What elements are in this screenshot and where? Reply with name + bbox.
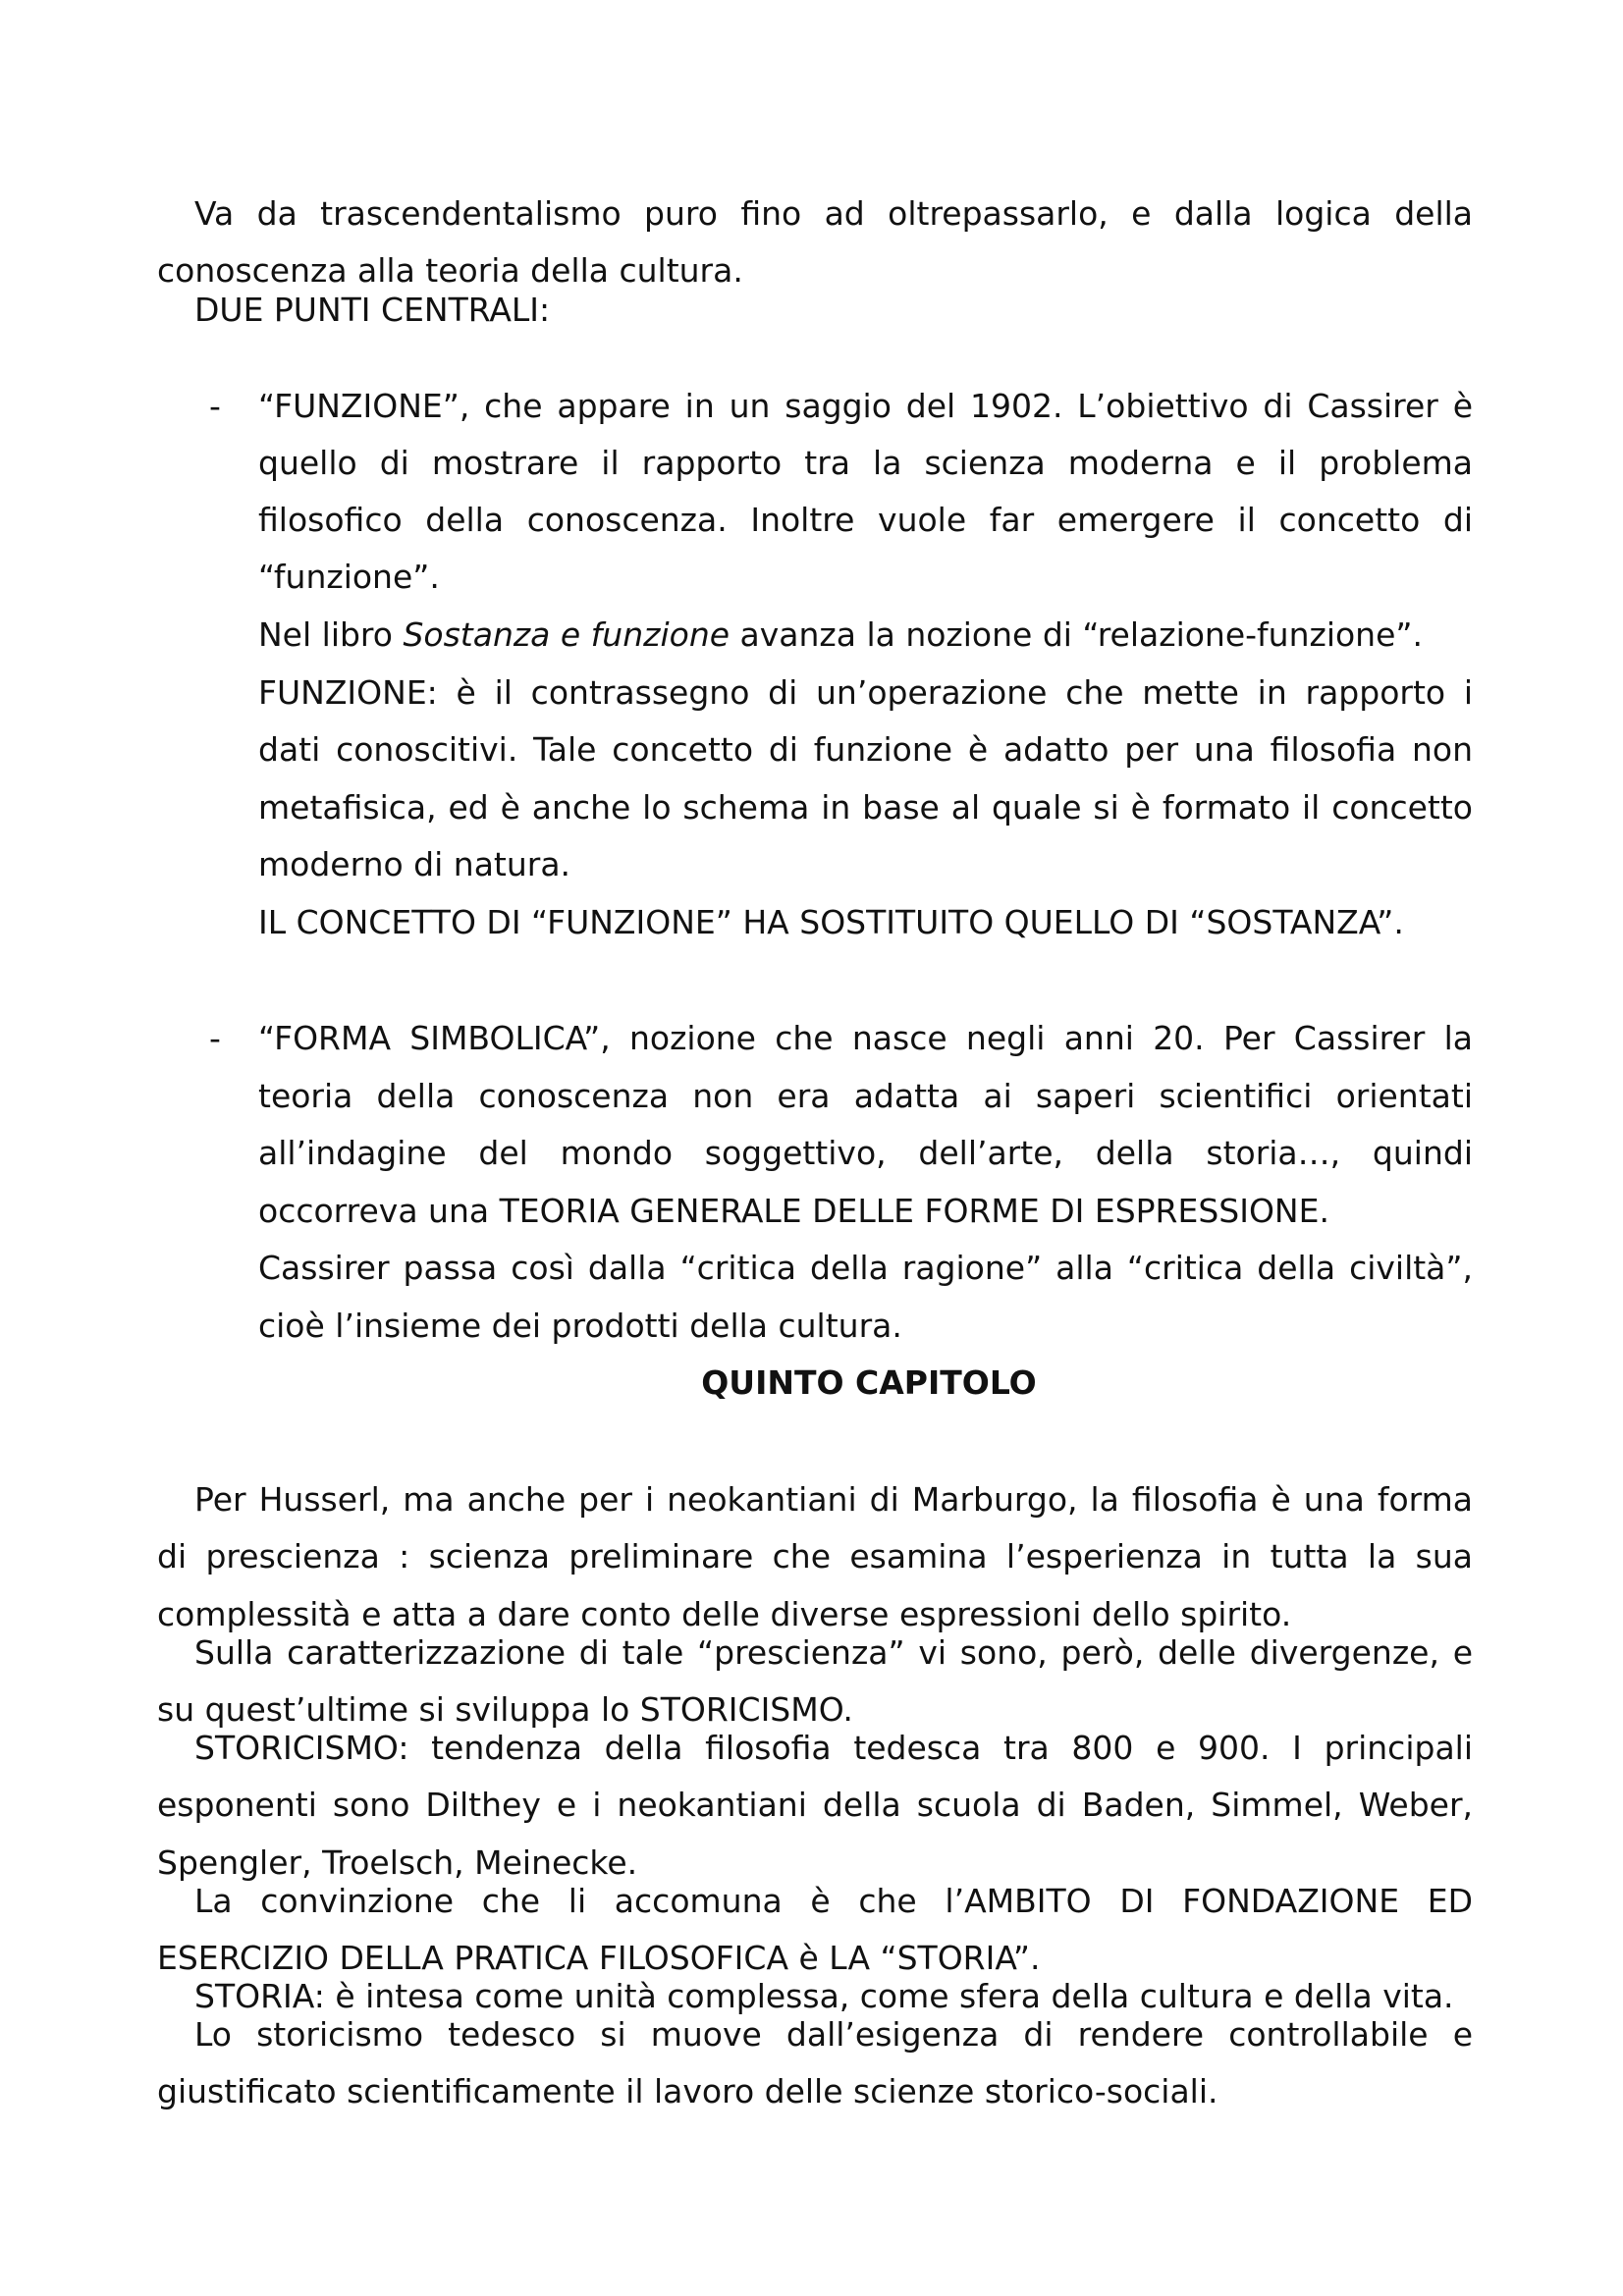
chapter-line-12: Lo storicismo tedesco si muove dall’esigenza di rendere controllabile e <box>194 2015 1473 2054</box>
funzione-line-5-pre: Nel libro <box>258 615 404 654</box>
chapter-line-13: giustificato scientificamente il lavoro delle scienze storico-sociali. <box>157 2072 1218 2110</box>
chapter-line-6: STORICISMO: tendenza della filosofia tedesca tra 800 e 900. I principali <box>194 1729 1473 1767</box>
chapter-line-3: complessità e atta a dare conto delle diverse espressioni dello spirito. <box>157 1595 1292 1633</box>
chapter-line-9: La convinzione che li accomuna è che l’AMBITO DI FONDAZIONE ED <box>194 1882 1473 1920</box>
forma-line-4: occorreva una TEORIA GENERALE DELLE FORME DI ESPRESSIONE. <box>258 1192 1329 1230</box>
funzione-line-4: “funzione”. <box>258 558 440 596</box>
chapter-line-7: esponenti sono Dilthey e i neokantiani della scuola di Baden, Simmel, Weber, <box>157 1786 1473 1824</box>
chapter-line-5: su quest’ultime si sviluppa lo STORICISMO. <box>157 1690 853 1729</box>
funzione-line-5-post: avanza la nozione di “relazione-funzione”. <box>730 615 1423 654</box>
chapter-line-11: STORIA: è intesa come unità complessa, come sfera della cultura e della vita. <box>194 1977 1454 2015</box>
book-title: Sostanza e funzione <box>403 615 730 654</box>
forma-line-6: cioè l’insieme dei prodotti della cultura. <box>258 1307 902 1345</box>
funzione-line-10: IL CONCETTO DI “FUNZIONE” HA SOSTITUITO QUELLO DI “SOSTANZA”. <box>258 903 1404 941</box>
chapter-line-1: Per Husserl, ma anche per i neokantiani di Marburgo, la filosofia è una forma <box>194 1480 1473 1519</box>
chapter-line-10: ESERCIZIO DELLA PRATICA FILOSOFICA è LA “STORIA”. <box>157 1939 1041 1977</box>
bullet-dash-forma: - <box>209 1019 221 1057</box>
forma-line-1: “FORMA SIMBOLICA”, nozione che nasce negli anni 20. Per Cassirer la <box>258 1019 1473 1057</box>
funzione-line-6: FUNZIONE: è il contrassegno di un’operazione che mette in rapporto i <box>258 673 1473 712</box>
forma-line-2: teoria della conoscenza non era adatta ai saperi scientifici orientati <box>258 1077 1473 1115</box>
funzione-line-7: dati conoscitivi. Tale concetto di funzione è adatto per una filosofia non <box>258 730 1473 769</box>
intro-heading: DUE PUNTI CENTRALI: <box>194 291 551 329</box>
funzione-line-1: “FUNZIONE”, che appare in un saggio del 1902. L’obiettivo di Cassirer è <box>258 387 1473 425</box>
funzione-line-5 <box>258 615 1473 655</box>
chapter-line-4: Sulla caratterizzazione di tale “prescienza” vi sono, però, delle divergenze, e <box>194 1633 1473 1672</box>
intro-line-2: conoscenza alla teoria della cultura. <box>157 251 743 290</box>
funzione-line-2: quello di mostrare il rapporto tra la scienza moderna e il problema <box>258 444 1473 482</box>
intro-line-1: Va da trascendentalismo puro fino ad oltrepassarlo, e dalla logica della <box>194 194 1473 233</box>
forma-line-3: all’indagine del mondo soggettivo, dell’arte, della storia…, quindi <box>258 1134 1473 1172</box>
chapter-title: QUINTO CAPITOLO <box>701 1363 1037 1402</box>
forma-line-5: Cassirer passa così dalla “critica della ragione” alla “critica della civiltà”, <box>258 1249 1473 1287</box>
bullet-dash-funzione: - <box>209 387 221 425</box>
chapter-line-2: di prescienza : scienza preliminare che esamina l’esperienza in tutta la sua <box>157 1537 1473 1575</box>
chapter-line-8: Spengler, Troelsch, Meinecke. <box>157 1843 638 1882</box>
funzione-line-8: metafisica, ed è anche lo schema in base al quale si è formato il concetto <box>258 788 1473 827</box>
funzione-line-9: moderno di natura. <box>258 845 571 883</box>
funzione-line-3: filosofico della conoscenza. Inoltre vuole far emergere il concetto di <box>258 501 1473 539</box>
